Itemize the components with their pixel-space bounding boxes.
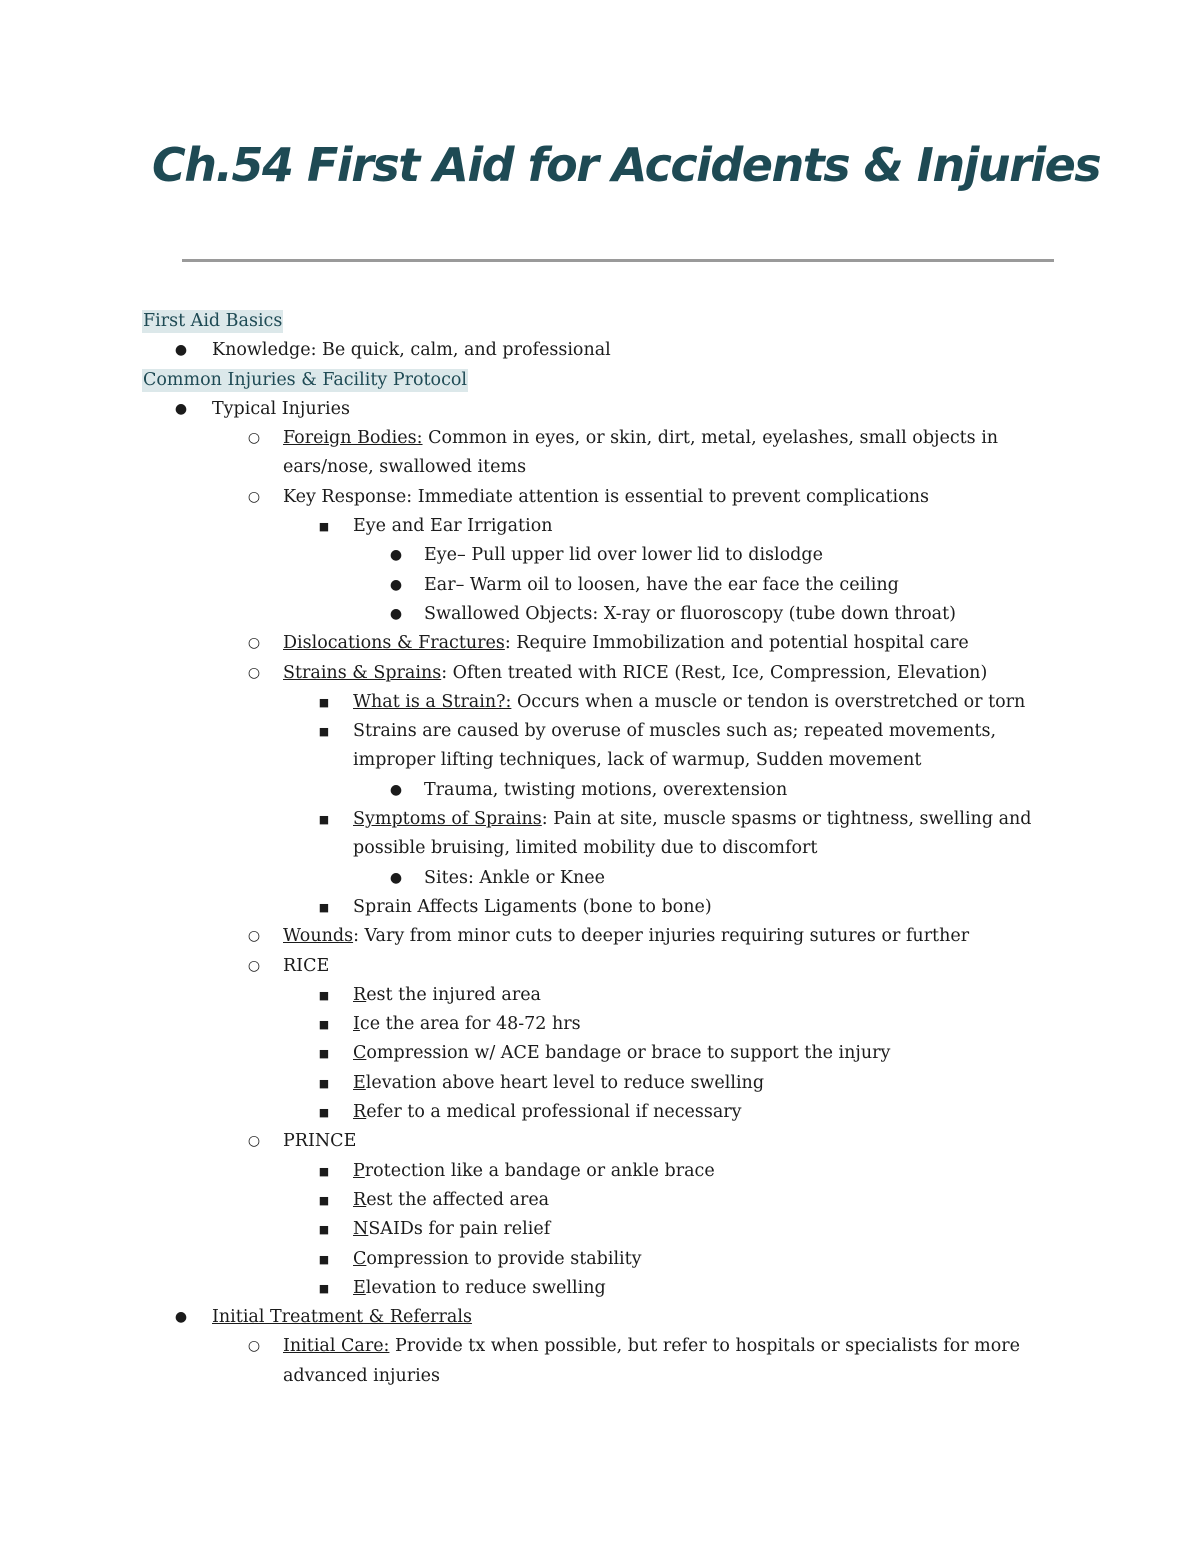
disc-bullet: ● [174, 342, 188, 359]
square-bullet: ■ [318, 988, 330, 1002]
disc-bullet: ● [389, 576, 403, 593]
list-item: ■ Strains are caused by overuse of muscles such as; repeated movements, improper lifting techniques, lack of warmup, Sudden movement [0, 717, 1033, 776]
list-item: ● Trauma, twisting motions, overextension [0, 776, 1200, 805]
list-item: ■ Refer to a medical professional if necessary [0, 1098, 1200, 1127]
list-item: ● Knowledge: Be quick, calm, and professional [0, 336, 1200, 365]
list-item: ■ Compression to provide stability [0, 1245, 1200, 1274]
list-item: ■ Compression w/ ACE bandage or brace to support the injury [0, 1039, 1200, 1068]
list-item: ■ Elevation above heart level to reduce swelling [0, 1069, 1200, 1098]
circle-bullet: ○ [247, 1133, 261, 1150]
circle-bullet: ○ [247, 635, 261, 652]
disc-bullet: ● [389, 547, 403, 564]
square-bullet: ■ [318, 1193, 330, 1207]
list-item: ○ Initial Care: Provide tx when possible, but refer to hospitals or specialists for more advanced injuries [0, 1332, 1023, 1391]
list-item: ■ Protection like a bandage or ankle brace [0, 1157, 1200, 1186]
list-item: ○ RICE [0, 952, 1200, 981]
circle-bullet: ○ [247, 430, 261, 447]
list-item: ■ NSAIDs for pain relief [0, 1215, 1200, 1244]
square-bullet: ■ [318, 1018, 330, 1032]
list-item: ■ Sprain Affects Ligaments (bone to bone) [0, 893, 1200, 922]
square-bullet: ■ [318, 1252, 330, 1266]
square-bullet: ■ [318, 1076, 330, 1090]
list-item: ● Swallowed Objects: X-ray or fluoroscopy (tube down throat) [0, 600, 1200, 629]
list-item: ○ Dislocations & Fractures: Require Immobilization and potential hospital care [0, 629, 1200, 658]
square-bullet: ■ [318, 1223, 330, 1237]
disc-bullet: ● [389, 605, 403, 622]
list-item: ■ Elevation to reduce swelling [0, 1274, 1200, 1303]
section-heading: Common Injuries & Facility Protocol [143, 369, 468, 390]
disc-bullet: ● [389, 781, 403, 798]
square-bullet: ■ [318, 520, 330, 534]
circle-bullet: ○ [247, 957, 261, 974]
square-bullet: ■ [318, 1164, 330, 1178]
list-item: ■ Rest the injured area [0, 981, 1200, 1010]
circle-bullet: ○ [247, 664, 261, 681]
title-divider [182, 259, 1054, 262]
list-item: ● Eye– Pull upper lid over lower lid to dislodge [0, 541, 1200, 570]
list-item: ○ Strains & Sprains: Often treated with RICE (Rest, Ice, Compression, Elevation) [0, 659, 1200, 688]
circle-bullet: ○ [247, 1338, 261, 1355]
list-item: ■ Rest the affected area [0, 1186, 1200, 1215]
square-bullet: ■ [318, 1106, 330, 1120]
square-bullet: ■ [318, 900, 330, 914]
list-item: ■ Eye and Ear Irrigation [0, 512, 1200, 541]
disc-bullet: ● [174, 1309, 188, 1326]
list-item: ○ Foreign Bodies: Common in eyes, or skin, dirt, metal, eyelashes, small objects in ears/nose, swallowed items [0, 424, 1023, 483]
list-item: ■ Symptoms of Sprains: Pain at site, muscle spasms or tightness, swelling and possible bruising, limited mobility due to discomfort [0, 805, 1033, 864]
square-bullet: ■ [318, 1281, 330, 1295]
list-item: ○ Wounds: Vary from minor cuts to deeper injuries requiring sutures or further [0, 922, 1200, 951]
list-item: ● Ear– Warm oil to loosen, have the ear face the ceiling [0, 571, 1200, 600]
square-bullet: ■ [318, 1047, 330, 1061]
page-title: Ch.54 First Aid for Accidents & Injuries [152, 138, 1101, 192]
section-heading: First Aid Basics [143, 311, 283, 331]
list-item: ■ What is a Strain?: Occurs when a muscle or tendon is overstretched or torn [0, 688, 1200, 717]
square-bullet: ■ [318, 695, 330, 709]
list-item: ○ Key Response: Immediate attention is essential to prevent complications [0, 483, 1200, 512]
disc-bullet: ● [174, 400, 188, 417]
circle-bullet: ○ [247, 928, 261, 945]
list-item: ● Sites: Ankle or Knee [0, 864, 1200, 893]
circle-bullet: ○ [247, 488, 261, 505]
notes-body [0, 307, 1200, 1391]
square-bullet: ■ [318, 725, 330, 739]
disc-bullet: ● [389, 869, 403, 886]
list-item: ● Typical Injuries [0, 395, 1200, 424]
list-item: ○ PRINCE [0, 1127, 1200, 1156]
list-item: ■ Ice the area for 48-72 hrs [0, 1010, 1200, 1039]
list-item: ● Initial Treatment & Referrals [0, 1303, 1200, 1332]
square-bullet: ■ [318, 813, 330, 827]
